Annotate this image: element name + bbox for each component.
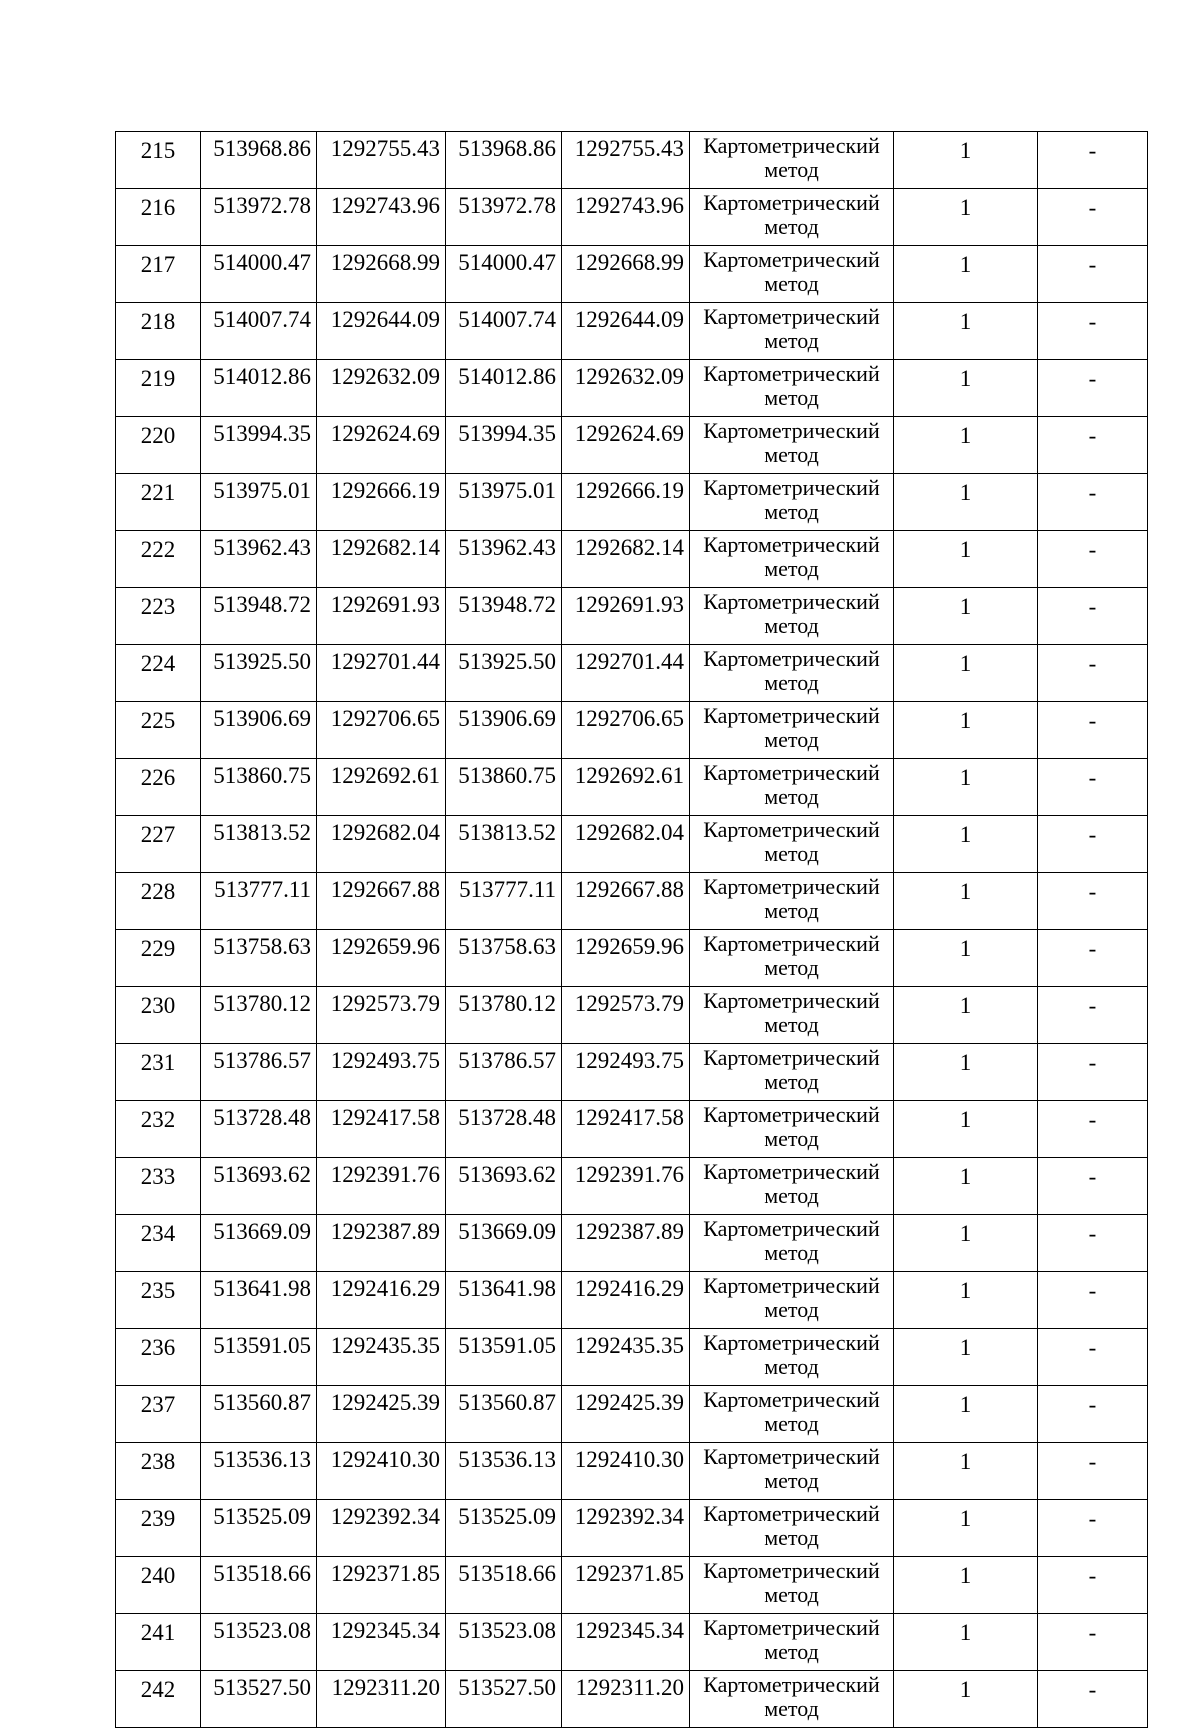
accuracy-cell: 1 (894, 1329, 1038, 1386)
point-number-cell: 237 (116, 1386, 201, 1443)
accuracy-cell: 1 (894, 1386, 1038, 1443)
point-number-cell: 219 (116, 360, 201, 417)
new-y-cell: 1292644.09 (562, 303, 690, 360)
new-y-cell: 1292624.69 (562, 417, 690, 474)
new-y-cell: 1292668.99 (562, 246, 690, 303)
new-x-cell: 513813.52 (446, 816, 562, 873)
note-cell: - (1038, 303, 1148, 360)
existing-x-cell: 513994.35 (201, 417, 317, 474)
new-y-cell: 1292682.14 (562, 531, 690, 588)
accuracy-cell: 1 (894, 531, 1038, 588)
accuracy-cell: 1 (894, 132, 1038, 189)
existing-y-cell: 1292659.96 (317, 930, 446, 987)
new-y-cell: 1292691.93 (562, 588, 690, 645)
existing-x-cell: 513906.69 (201, 702, 317, 759)
method-cell: Картометрический метод (690, 1101, 894, 1158)
method-cell: Картометрический метод (690, 417, 894, 474)
accuracy-cell: 1 (894, 1101, 1038, 1158)
accuracy-cell: 1 (894, 588, 1038, 645)
note-cell: - (1038, 1386, 1148, 1443)
method-cell: Картометрический метод (690, 303, 894, 360)
new-y-cell: 1292706.65 (562, 702, 690, 759)
note-cell: - (1038, 1614, 1148, 1671)
new-y-cell: 1292410.30 (562, 1443, 690, 1500)
note-cell: - (1038, 1671, 1148, 1728)
point-number-cell: 216 (116, 189, 201, 246)
new-x-cell: 514012.86 (446, 360, 562, 417)
existing-x-cell: 513525.09 (201, 1500, 317, 1557)
new-y-cell: 1292682.04 (562, 816, 690, 873)
method-cell: Картометрический метод (690, 1272, 894, 1329)
existing-y-cell: 1292391.76 (317, 1158, 446, 1215)
existing-x-cell: 513780.12 (201, 987, 317, 1044)
accuracy-cell: 1 (894, 474, 1038, 531)
existing-y-cell: 1292416.29 (317, 1272, 446, 1329)
point-number-cell: 217 (116, 246, 201, 303)
existing-y-cell: 1292387.89 (317, 1215, 446, 1272)
note-cell: - (1038, 1557, 1148, 1614)
note-cell: - (1038, 588, 1148, 645)
accuracy-cell: 1 (894, 303, 1038, 360)
point-number-cell: 229 (116, 930, 201, 987)
existing-x-cell: 513777.11 (201, 873, 317, 930)
existing-x-cell: 513972.78 (201, 189, 317, 246)
table-row (116, 1215, 1148, 1272)
note-cell: - (1038, 1215, 1148, 1272)
accuracy-cell: 1 (894, 417, 1038, 474)
new-y-cell: 1292311.20 (562, 1671, 690, 1728)
method-cell: Картометрический метод (690, 1044, 894, 1101)
method-cell: Картометрический метод (690, 1671, 894, 1728)
new-y-cell: 1292755.43 (562, 132, 690, 189)
table-row (116, 1386, 1148, 1443)
accuracy-cell: 1 (894, 702, 1038, 759)
existing-y-cell: 1292392.34 (317, 1500, 446, 1557)
accuracy-cell: 1 (894, 1272, 1038, 1329)
existing-y-cell: 1292667.88 (317, 873, 446, 930)
new-y-cell: 1292371.85 (562, 1557, 690, 1614)
existing-y-cell: 1292668.99 (317, 246, 446, 303)
new-x-cell: 514000.47 (446, 246, 562, 303)
method-cell: Картометрический метод (690, 645, 894, 702)
new-y-cell: 1292416.29 (562, 1272, 690, 1329)
existing-x-cell: 513560.87 (201, 1386, 317, 1443)
new-y-cell: 1292659.96 (562, 930, 690, 987)
method-cell: Картометрический метод (690, 360, 894, 417)
new-y-cell: 1292345.34 (562, 1614, 690, 1671)
existing-x-cell: 513968.86 (201, 132, 317, 189)
table-row (116, 1272, 1148, 1329)
method-cell: Картометрический метод (690, 474, 894, 531)
new-y-cell: 1292632.09 (562, 360, 690, 417)
accuracy-cell: 1 (894, 246, 1038, 303)
existing-y-cell: 1292493.75 (317, 1044, 446, 1101)
method-cell: Картометрический метод (690, 1158, 894, 1215)
new-y-cell: 1292743.96 (562, 189, 690, 246)
existing-y-cell: 1292666.19 (317, 474, 446, 531)
note-cell: - (1038, 702, 1148, 759)
existing-y-cell: 1292345.34 (317, 1614, 446, 1671)
note-cell: - (1038, 1044, 1148, 1101)
new-x-cell: 513948.72 (446, 588, 562, 645)
existing-y-cell: 1292692.61 (317, 759, 446, 816)
existing-y-cell: 1292573.79 (317, 987, 446, 1044)
existing-x-cell: 513693.62 (201, 1158, 317, 1215)
accuracy-cell: 1 (894, 1443, 1038, 1500)
existing-x-cell: 513728.48 (201, 1101, 317, 1158)
new-x-cell: 513994.35 (446, 417, 562, 474)
accuracy-cell: 1 (894, 1614, 1038, 1671)
existing-x-cell: 513975.01 (201, 474, 317, 531)
point-number-cell: 236 (116, 1329, 201, 1386)
point-number-cell: 235 (116, 1272, 201, 1329)
existing-x-cell: 513948.72 (201, 588, 317, 645)
note-cell: - (1038, 1158, 1148, 1215)
point-number-cell: 240 (116, 1557, 201, 1614)
point-number-cell: 228 (116, 873, 201, 930)
point-number-cell: 218 (116, 303, 201, 360)
note-cell: - (1038, 417, 1148, 474)
new-x-cell: 513641.98 (446, 1272, 562, 1329)
note-cell: - (1038, 189, 1148, 246)
new-y-cell: 1292573.79 (562, 987, 690, 1044)
new-x-cell: 513591.05 (446, 1329, 562, 1386)
note-cell: - (1038, 474, 1148, 531)
accuracy-cell: 1 (894, 816, 1038, 873)
existing-x-cell: 514007.74 (201, 303, 317, 360)
note-cell: - (1038, 645, 1148, 702)
method-cell: Картометрический метод (690, 246, 894, 303)
accuracy-cell: 1 (894, 987, 1038, 1044)
existing-x-cell: 513813.52 (201, 816, 317, 873)
new-y-cell: 1292667.88 (562, 873, 690, 930)
point-number-cell: 221 (116, 474, 201, 531)
table-row (116, 189, 1148, 246)
existing-y-cell: 1292691.93 (317, 588, 446, 645)
existing-y-cell: 1292644.09 (317, 303, 446, 360)
note-cell: - (1038, 531, 1148, 588)
new-x-cell: 513527.50 (446, 1671, 562, 1728)
point-number-cell: 241 (116, 1614, 201, 1671)
table-row (116, 360, 1148, 417)
existing-y-cell: 1292682.14 (317, 531, 446, 588)
new-x-cell: 513906.69 (446, 702, 562, 759)
existing-y-cell: 1292417.58 (317, 1101, 446, 1158)
point-number-cell: 233 (116, 1158, 201, 1215)
table-row (116, 303, 1148, 360)
existing-y-cell: 1292311.20 (317, 1671, 446, 1728)
existing-x-cell: 513786.57 (201, 1044, 317, 1101)
method-cell: Картометрический метод (690, 1500, 894, 1557)
existing-x-cell: 513925.50 (201, 645, 317, 702)
new-x-cell: 513758.63 (446, 930, 562, 987)
method-cell: Картометрический метод (690, 1215, 894, 1272)
method-cell: Картометрический метод (690, 588, 894, 645)
new-y-cell: 1292666.19 (562, 474, 690, 531)
new-x-cell: 513777.11 (446, 873, 562, 930)
point-number-cell: 215 (116, 132, 201, 189)
table-row (116, 816, 1148, 873)
table-row (116, 702, 1148, 759)
note-cell: - (1038, 246, 1148, 303)
new-x-cell: 513536.13 (446, 1443, 562, 1500)
new-x-cell: 513962.43 (446, 531, 562, 588)
table-row (116, 987, 1148, 1044)
new-y-cell: 1292387.89 (562, 1215, 690, 1272)
existing-y-cell: 1292425.39 (317, 1386, 446, 1443)
new-x-cell: 513560.87 (446, 1386, 562, 1443)
existing-y-cell: 1292743.96 (317, 189, 446, 246)
accuracy-cell: 1 (894, 1044, 1038, 1101)
existing-x-cell: 513669.09 (201, 1215, 317, 1272)
point-number-cell: 242 (116, 1671, 201, 1728)
accuracy-cell: 1 (894, 930, 1038, 987)
existing-x-cell: 513641.98 (201, 1272, 317, 1329)
accuracy-cell: 1 (894, 189, 1038, 246)
note-cell: - (1038, 1101, 1148, 1158)
table-row (116, 1443, 1148, 1500)
table-row (116, 873, 1148, 930)
accuracy-cell: 1 (894, 1557, 1038, 1614)
accuracy-cell: 1 (894, 1158, 1038, 1215)
table-row (116, 1671, 1148, 1728)
table-row (116, 1044, 1148, 1101)
method-cell: Картометрический метод (690, 702, 894, 759)
new-y-cell: 1292391.76 (562, 1158, 690, 1215)
accuracy-cell: 1 (894, 1215, 1038, 1272)
new-y-cell: 1292701.44 (562, 645, 690, 702)
table-row (116, 930, 1148, 987)
method-cell: Картометрический метод (690, 1386, 894, 1443)
note-cell: - (1038, 1500, 1148, 1557)
table-row (116, 588, 1148, 645)
method-cell: Картометрический метод (690, 1614, 894, 1671)
existing-y-cell: 1292682.04 (317, 816, 446, 873)
new-x-cell: 513968.86 (446, 132, 562, 189)
existing-y-cell: 1292701.44 (317, 645, 446, 702)
new-x-cell: 513860.75 (446, 759, 562, 816)
note-cell: - (1038, 1329, 1148, 1386)
note-cell: - (1038, 132, 1148, 189)
existing-x-cell: 513962.43 (201, 531, 317, 588)
method-cell: Картометрический метод (690, 816, 894, 873)
table-row (116, 1614, 1148, 1671)
table-row (116, 1329, 1148, 1386)
method-cell: Картометрический метод (690, 189, 894, 246)
existing-y-cell: 1292624.69 (317, 417, 446, 474)
new-y-cell: 1292425.39 (562, 1386, 690, 1443)
accuracy-cell: 1 (894, 645, 1038, 702)
table-row (116, 1500, 1148, 1557)
table-row (116, 645, 1148, 702)
table-row (116, 1158, 1148, 1215)
existing-x-cell: 513523.08 (201, 1614, 317, 1671)
new-x-cell: 513728.48 (446, 1101, 562, 1158)
existing-x-cell: 513591.05 (201, 1329, 317, 1386)
method-cell: Картометрический метод (690, 873, 894, 930)
new-x-cell: 513972.78 (446, 189, 562, 246)
new-y-cell: 1292493.75 (562, 1044, 690, 1101)
accuracy-cell: 1 (894, 1500, 1038, 1557)
note-cell: - (1038, 759, 1148, 816)
point-number-cell: 227 (116, 816, 201, 873)
existing-x-cell: 514012.86 (201, 360, 317, 417)
existing-y-cell: 1292435.35 (317, 1329, 446, 1386)
note-cell: - (1038, 930, 1148, 987)
table-body (116, 132, 1148, 1728)
point-number-cell: 224 (116, 645, 201, 702)
point-number-cell: 222 (116, 531, 201, 588)
accuracy-cell: 1 (894, 873, 1038, 930)
existing-x-cell: 513527.50 (201, 1671, 317, 1728)
method-cell: Картометрический метод (690, 1443, 894, 1500)
method-cell: Картометрический метод (690, 132, 894, 189)
table-row (116, 1557, 1148, 1614)
new-x-cell: 513518.66 (446, 1557, 562, 1614)
new-x-cell: 513525.09 (446, 1500, 562, 1557)
point-number-cell: 225 (116, 702, 201, 759)
existing-y-cell: 1292410.30 (317, 1443, 446, 1500)
point-number-cell: 239 (116, 1500, 201, 1557)
point-number-cell: 234 (116, 1215, 201, 1272)
existing-y-cell: 1292371.85 (317, 1557, 446, 1614)
existing-x-cell: 513758.63 (201, 930, 317, 987)
new-y-cell: 1292435.35 (562, 1329, 690, 1386)
coordinates-table (115, 131, 1148, 1728)
point-number-cell: 232 (116, 1101, 201, 1158)
method-cell: Картометрический метод (690, 1557, 894, 1614)
table-row (116, 417, 1148, 474)
new-x-cell: 513669.09 (446, 1215, 562, 1272)
table-row (116, 531, 1148, 588)
existing-y-cell: 1292755.43 (317, 132, 446, 189)
note-cell: - (1038, 360, 1148, 417)
new-x-cell: 513975.01 (446, 474, 562, 531)
method-cell: Картометрический метод (690, 759, 894, 816)
new-y-cell: 1292692.61 (562, 759, 690, 816)
existing-y-cell: 1292706.65 (317, 702, 446, 759)
table-row (116, 1101, 1148, 1158)
new-x-cell: 513693.62 (446, 1158, 562, 1215)
point-number-cell: 223 (116, 588, 201, 645)
point-number-cell: 231 (116, 1044, 201, 1101)
note-cell: - (1038, 816, 1148, 873)
new-y-cell: 1292417.58 (562, 1101, 690, 1158)
accuracy-cell: 1 (894, 759, 1038, 816)
new-x-cell: 513780.12 (446, 987, 562, 1044)
method-cell: Картометрический метод (690, 531, 894, 588)
accuracy-cell: 1 (894, 360, 1038, 417)
point-number-cell: 238 (116, 1443, 201, 1500)
accuracy-cell: 1 (894, 1671, 1038, 1728)
existing-x-cell: 513860.75 (201, 759, 317, 816)
note-cell: - (1038, 987, 1148, 1044)
note-cell: - (1038, 873, 1148, 930)
note-cell: - (1038, 1443, 1148, 1500)
point-number-cell: 226 (116, 759, 201, 816)
table-row (116, 132, 1148, 189)
new-x-cell: 513786.57 (446, 1044, 562, 1101)
note-cell: - (1038, 1272, 1148, 1329)
new-y-cell: 1292392.34 (562, 1500, 690, 1557)
method-cell: Картометрический метод (690, 930, 894, 987)
new-x-cell: 514007.74 (446, 303, 562, 360)
existing-x-cell: 514000.47 (201, 246, 317, 303)
table-row (116, 759, 1148, 816)
point-number-cell: 230 (116, 987, 201, 1044)
new-x-cell: 513925.50 (446, 645, 562, 702)
point-number-cell: 220 (116, 417, 201, 474)
method-cell: Картометрический метод (690, 1329, 894, 1386)
existing-y-cell: 1292632.09 (317, 360, 446, 417)
existing-x-cell: 513518.66 (201, 1557, 317, 1614)
method-cell: Картометрический метод (690, 987, 894, 1044)
new-x-cell: 513523.08 (446, 1614, 562, 1671)
table-row (116, 474, 1148, 531)
table-row (116, 246, 1148, 303)
existing-x-cell: 513536.13 (201, 1443, 317, 1500)
